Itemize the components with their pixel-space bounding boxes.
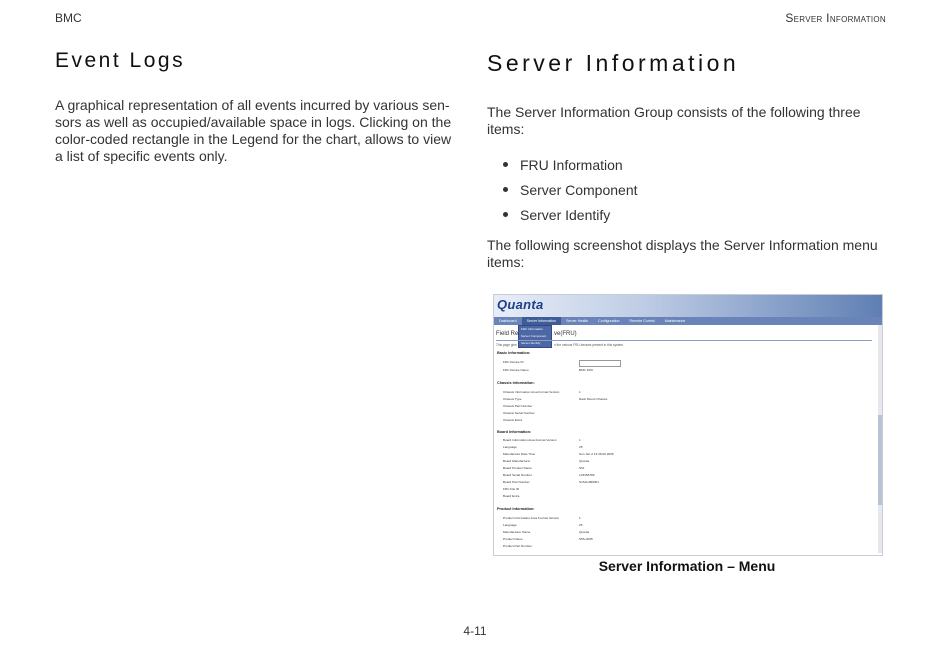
board-area-row: Board Information Area Format Version 1 (503, 438, 581, 442)
product-language-row: Language 25 (503, 523, 583, 527)
nav-maintenance: Maintenance (664, 319, 686, 323)
board-product-name-row: Board Product Name S5L (503, 466, 585, 470)
fru-desc-right: n the various FRU devices present in this system. (554, 343, 624, 347)
fru-device-id-row: FRU Device ID (503, 360, 524, 364)
product-info-heading: Product Information: (497, 507, 535, 511)
bullet-icon (503, 187, 508, 192)
board-part-row: Board Part Number S1S2L4B0001 (503, 480, 599, 484)
figure-caption: Server Information – Menu (598, 558, 776, 574)
fru-device-id-select (579, 360, 621, 367)
banner (494, 295, 882, 317)
chassis-type-row: Chassis Type Rack Mount Chassis (503, 397, 608, 401)
board-serial-row: Board Serial Number 123456789 (503, 473, 595, 477)
event-logs-heading: Event Logs (55, 49, 186, 72)
running-header-left: BMC (55, 11, 82, 25)
server-information-list (503, 152, 638, 227)
chassis-area-row: Chassis Information Area Format Version 1 (503, 390, 581, 394)
list-item (503, 177, 638, 202)
nav-bar (494, 317, 882, 325)
chassis-serial-row: Chassis Serial Number (503, 411, 535, 415)
title-divider (496, 340, 872, 341)
nav-dashboard: Dashboard (499, 319, 517, 323)
fru-desc-left: This page give (496, 343, 517, 347)
product-area-row: Product Information Area Format Version 1 (503, 516, 581, 520)
dropdown-item-server-component: Server Component (521, 334, 547, 338)
fru-device-name-row: FRU Device Name BMC FRU (503, 368, 594, 372)
bullet-icon (503, 212, 508, 217)
product-manufacturer-row: Manufacturer Name Quanta (503, 530, 590, 534)
product-name-row: Product Name S5S-3025 (503, 537, 593, 541)
embedded-screenshot (493, 294, 883, 556)
page-number: 4-11 (463, 624, 487, 638)
nav-server-information: Server Information (522, 317, 562, 325)
server-information-dropdown (518, 325, 552, 348)
chassis-info-heading: Chassis Information: (497, 381, 535, 385)
board-mfg-date-row: Manufacture Date Time Sun Jan 2 13:46:00 2005 (503, 452, 614, 456)
scrollbar-thumb (878, 415, 882, 505)
server-information-heading: Server Information (487, 50, 740, 76)
dropdown-item-fru-information: FRU Information (521, 327, 544, 331)
list-item (503, 202, 638, 227)
list-item (503, 152, 638, 177)
event-logs-paragraph: A graphical representation of all events incurred by various sen-sors as well as occupied/available space in logs. Clicking on the color-coded rectangle in the Legend for the chart, allows to view a list of specific events only. (55, 97, 452, 164)
dropdown-item-server-identify: Server Identify (521, 341, 541, 345)
quanta-logo: Quanta (497, 297, 544, 312)
list-item-label: Server Identify (520, 206, 611, 223)
list-item-label: Server Component (520, 181, 638, 198)
product-part-row: Product Part Number (503, 544, 533, 548)
fru-title-left: Field Re (496, 331, 519, 337)
list-item-label: FRU Information (520, 156, 623, 173)
fru-title-right: ve(FRU) (554, 331, 577, 337)
bullet-icon (503, 162, 508, 167)
chassis-part-row: Chassis Part Number (503, 404, 533, 408)
board-language-row: Language 25 (503, 445, 583, 449)
server-information-intro: The Server Information Group consists of the following three items: (487, 104, 861, 137)
board-manufacturer-row: Board Manufacturer Quanta (503, 459, 590, 463)
board-extra-row: Board Extra (503, 494, 520, 498)
nav-remote-control: Remote Control (629, 319, 655, 323)
chassis-extra-row: Chassis Extra (503, 418, 523, 422)
board-info-heading: Board Information: (497, 430, 532, 434)
basic-info-heading: Basic Information: (497, 351, 531, 355)
screenshot-intro: The following screenshot displays the Server Information menu items: (487, 237, 878, 270)
nav-server-health: Server Health (566, 319, 589, 323)
nav-configuration: Configuration (598, 319, 620, 323)
running-header-right: Server Information (785, 11, 886, 25)
fru-file-id-row: FRU File ID (503, 487, 520, 491)
